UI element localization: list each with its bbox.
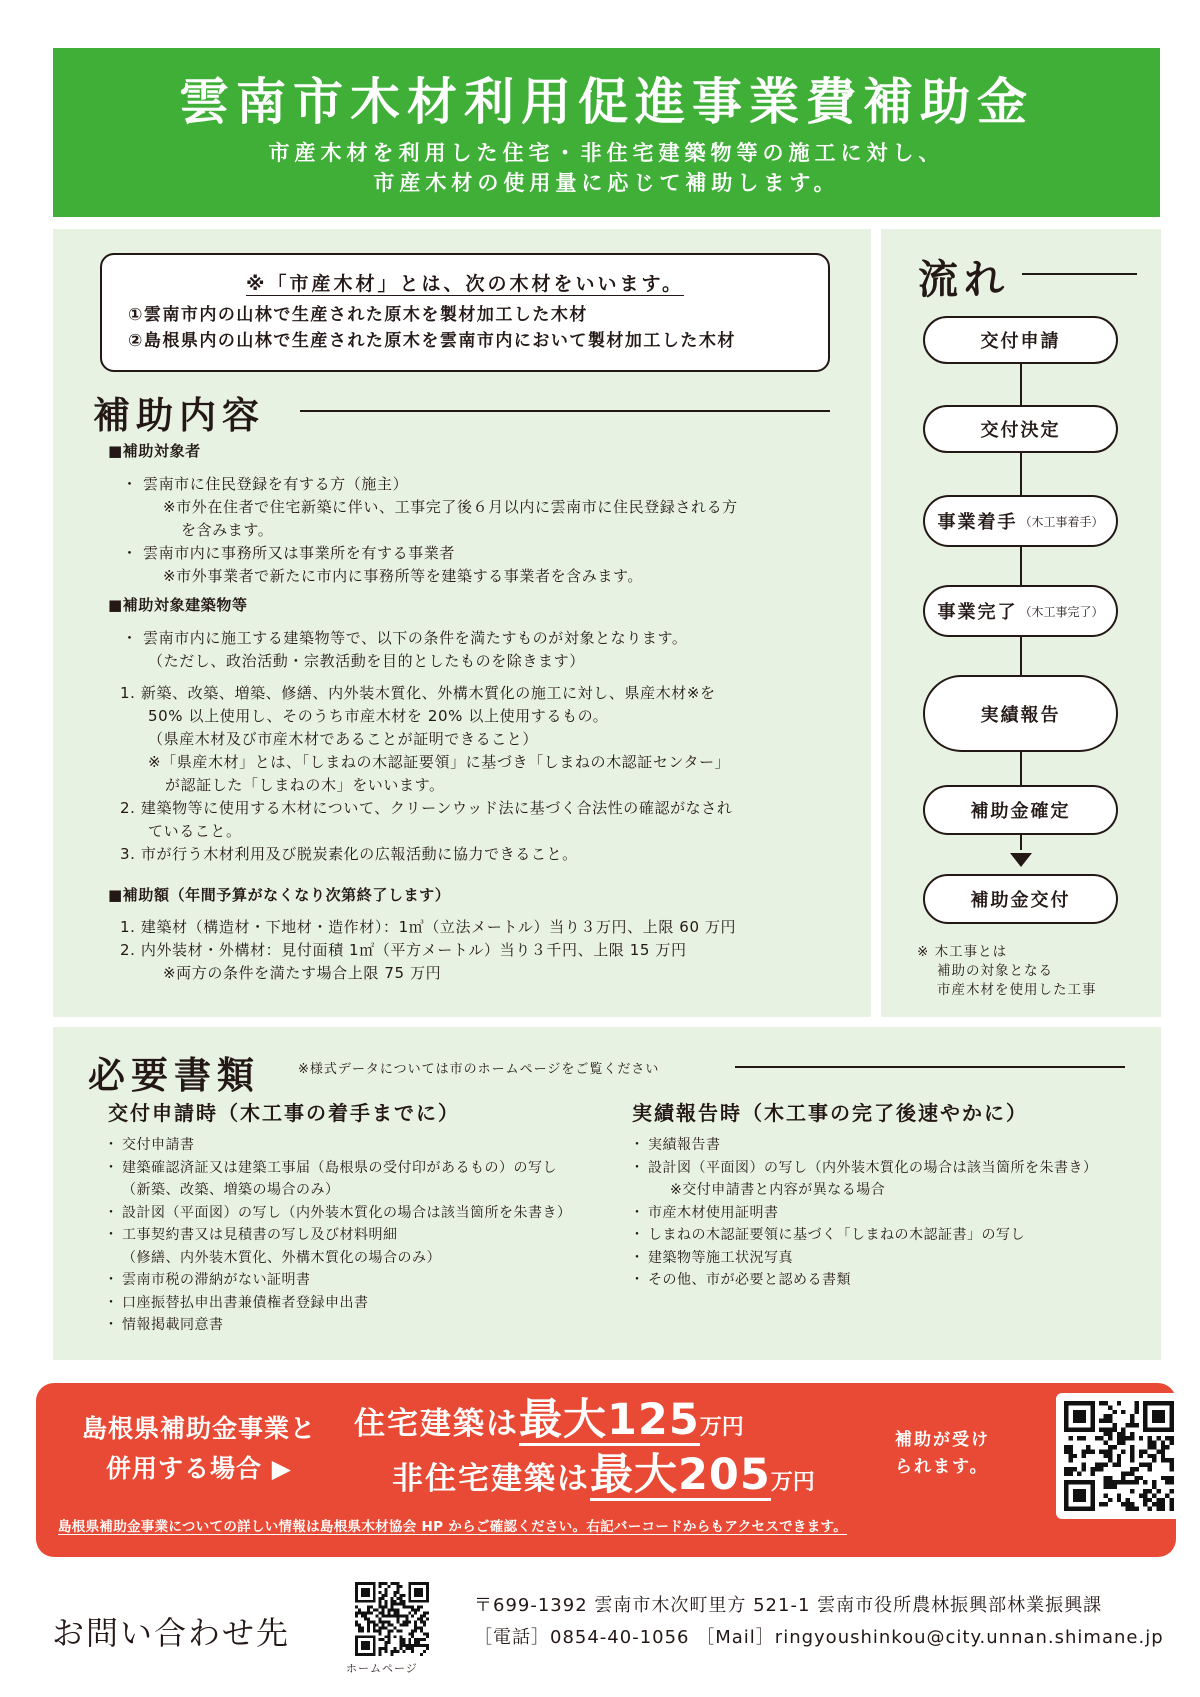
flow-step: 実績報告: [923, 675, 1118, 752]
prefecture-tail: 補助が受け られます。: [895, 1430, 990, 1477]
flow-step: 事業完了 （木工事完了）: [923, 585, 1118, 637]
buildings-intro: ・ 雲南市内に施工する建築物等で、以下の条件を満たすものが対象となります。: [122, 629, 688, 647]
page-title: 雲南市木材利用促進事業費補助金: [179, 73, 1034, 131]
condition-line: 50% 以上使用し、そのうち市産木材を 20% 以上使用するもの。: [148, 707, 609, 725]
list-item: ・ 口座振替払申出書兼債権者登録申出書: [106, 1292, 572, 1315]
prefecture-lead: 島根県補助金事業と 併用する場合 ▶: [81, 1414, 316, 1483]
subsidy-title-rule: [300, 410, 830, 412]
amount-line: ※両方の条件を満たす場合上限 75 万円: [163, 964, 442, 982]
header-banner: [53, 48, 1160, 217]
apply-list: [106, 1134, 572, 1337]
documents-title: 必要書類: [88, 1054, 260, 1097]
prefecture-banner: [36, 1383, 1176, 1557]
definition-item: ①雲南市内の山林で生産された原木を製材加工した木材: [128, 305, 588, 325]
list-item: ・ 工事契約書又は見積書の写し及び材料明細: [106, 1224, 572, 1247]
condition-line: （県産木材及び市産木材であることが証明できること）: [148, 730, 539, 748]
list-item-note: （修繕、内外装木質化、外構木質化の場合のみ）: [122, 1249, 441, 1266]
contact-title: お問い合わせ先: [52, 1614, 291, 1652]
condition-line: 1. 新築、改築、増築、修繕、内外装木質化、外構木質化の施工に対し、県産木材※を: [120, 684, 716, 702]
buildings-heading: ■補助対象建築物等: [108, 596, 248, 614]
list-item: ・ 雲南市税の滞納がない証明書: [106, 1269, 572, 1292]
list-item: ・ 建築物等施工状況写真: [632, 1247, 1098, 1270]
qr-code-icon: [1064, 1401, 1174, 1511]
flow-step: 交付決定: [923, 405, 1118, 453]
flow-title-rule: [1022, 273, 1137, 275]
flow-note: ※ 木工事とは 補助の対象となる 市産木材を使用した工事: [917, 944, 1097, 998]
residential-unit: 万円: [699, 1415, 744, 1440]
residential-max: 最大125: [519, 1395, 700, 1445]
flow-step: 事業着手 （木工事着手）: [923, 495, 1118, 547]
list-item-note: ※交付申請書と内容が異なる場合: [670, 1182, 886, 1198]
nonresidential-unit: 万円: [770, 1470, 815, 1495]
list-item: ・ 市産木材使用証明書: [632, 1202, 1098, 1225]
list-item: ・ 情報掲載同意書: [106, 1314, 572, 1337]
amount-line: 1. 建築材（構造材・下地材・造作材）：1㎥（立法メートル）当り３万円、上限 60 万円: [120, 918, 737, 936]
flow-arrow-icon: [1010, 853, 1032, 867]
list-item: ・ その他、市が必要と認める書類: [632, 1269, 1098, 1292]
target-line: ※市外事業者で新たに市内に事務所等を建築する事業者を含みます。: [163, 567, 643, 585]
prefecture-footer-link[interactable]: 島根県補助金事業についての詳しい情報は島根県木材協会 HP からご確認ください。右記バーコードからもアクセスできます。: [58, 1519, 848, 1535]
flow-step: 補助金確定: [923, 785, 1118, 835]
nonresidential-max: 最大205: [590, 1450, 771, 1500]
list-item: ・ 設計図（平面図）の写し（内外装木質化の場合は該当箇所を朱書き）: [632, 1157, 1098, 1180]
subsidy-body: [108, 440, 738, 985]
amount-line: 2. 内外装材・外構材：見付面積 1㎡（平方メートル）当り３千円、上限 15 万円: [120, 941, 687, 959]
definition-heading: ※「市産木材」とは、次の木材をいいます。: [246, 273, 684, 295]
list-item: ・ 建築確認済証又は建築工事届（島根県の受付印があるもの）の写し: [106, 1157, 572, 1180]
prefecture-qr-code[interactable]: [1056, 1393, 1182, 1519]
condition-line: ていること。: [148, 822, 242, 840]
page-subtitle-2: 市産木材の使用量に応じて補助します。: [373, 171, 840, 195]
list-item: ・ 実績報告書: [632, 1134, 1098, 1157]
target-line: を含みます。: [181, 521, 274, 539]
contact-info: [474, 1590, 1164, 1654]
target-line: ・ 雲南市内に事務所又は事業所を有する事業者: [122, 544, 455, 562]
condition-line: 2. 建築物等に使用する木材について、クリーンウッド法に基づく合法性の確認がなされ: [120, 799, 733, 817]
target-line: ※市外在住者で住宅新築に伴い、工事完了後６月以内に雲南市に住民登録される方: [163, 498, 738, 516]
target-line: ・ 雲南市に住民登録を有する方（施主）: [122, 475, 409, 493]
apply-heading: 交付申請時（木工事の着手までに）: [108, 1101, 460, 1125]
flow-step: 補助金交付: [923, 874, 1118, 924]
homepage-qr-code-icon[interactable]: [355, 1582, 429, 1656]
definition-item: ②島根県内の山林で生産された原木を雲南市内において製材加工した木材: [128, 331, 736, 351]
definition-box: [100, 253, 830, 372]
list-item: ・ 交付申請書: [106, 1134, 572, 1157]
page-subtitle-1: 市産木材を利用した住宅・非住宅建築物等の施工に対し、: [268, 141, 945, 165]
contact-phone-mail: ［電話］0854-40-1056 ［Mail］ringyoushinkou@city.unnan.shimane.jp: [474, 1627, 1164, 1648]
flow-title: 流れ: [918, 257, 1010, 303]
condition-line: が認証した「しまねの木」をいいます。: [165, 776, 445, 794]
report-list: [632, 1134, 1098, 1292]
flow-step: 交付申請: [923, 316, 1118, 364]
amount-heading: ■補助額（年間予算がなくなり次第終了します）: [108, 886, 451, 904]
contact-address: 〒699-1392 雲南市木次町里方 521-1 雲南市役所農林振興部林業振興課: [474, 1595, 1103, 1616]
list-item: ・ しまねの木認証要領に基づく「しまねの木認証書」の写し: [632, 1224, 1098, 1247]
list-item: ・ 設計図（平面図）の写し（内外装木質化の場合は該当箇所を朱書き）: [106, 1202, 572, 1225]
subsidy-title: 補助内容: [93, 394, 265, 437]
nonresidential-label: 非住宅建築は: [392, 1461, 590, 1497]
list-item-note: （新築、改築、増築の場合のみ）: [122, 1182, 340, 1198]
documents-title-rule: [735, 1066, 1125, 1068]
buildings-intro: （ただし、政治活動・宗教活動を目的としたものを除きます）: [148, 652, 585, 670]
condition-line: 3. 市が行う木材利用及び脱炭素化の広報活動に協力できること。: [120, 845, 578, 863]
residential-label: 住宅建築は: [354, 1406, 519, 1442]
documents-note: ※様式データについては市のホームページをご覧ください: [298, 1062, 660, 1077]
qr-caption: ホームページ: [346, 1662, 418, 1675]
prefecture-amounts: [354, 1397, 934, 1501]
condition-line: ※「県産木材」とは、「しまねの木認証要領」に基づき「しまねの木認証センター」: [148, 753, 731, 771]
report-heading: 実績報告時（木工事の完了後速やかに）: [632, 1101, 1028, 1125]
targets-heading: ■補助対象者: [108, 442, 201, 460]
